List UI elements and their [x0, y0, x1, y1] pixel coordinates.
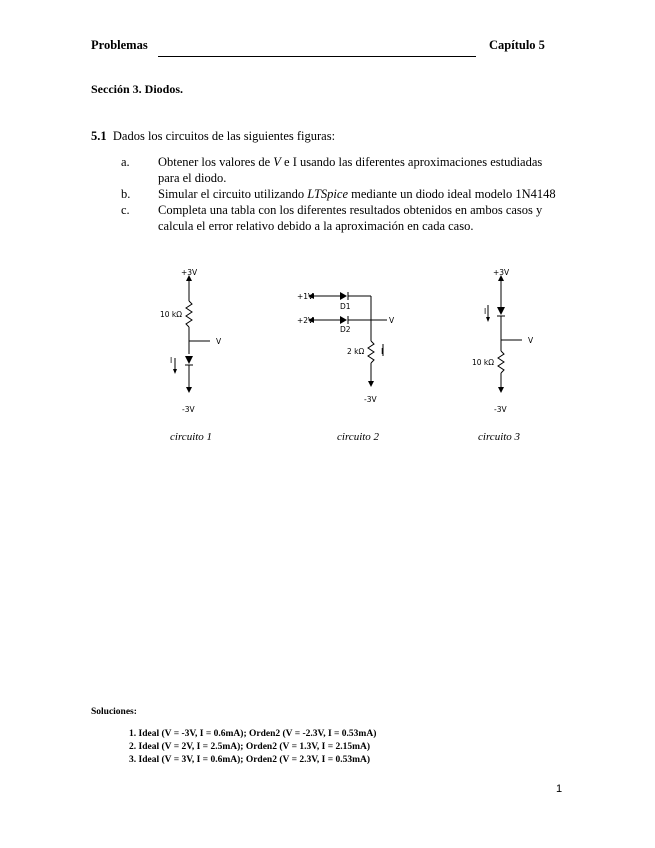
c1-node-label: V	[216, 337, 222, 346]
c2-resistor-label: 2 kΩ	[347, 347, 365, 356]
item-label: b.	[121, 187, 131, 201]
solution-line-1: 1. Ideal (V = -3V, I = 0.6mA); Orden2 (V = -2.3V, I = 0.53mA)	[129, 729, 377, 739]
c3-top-label: +3V	[493, 268, 510, 277]
header-left: Problemas	[91, 38, 148, 52]
c1-resistor-label: 10 kΩ	[160, 310, 183, 319]
problem-statement	[91, 129, 335, 144]
circuits-figure	[0, 255, 655, 455]
solutions-title: Soluciones:	[91, 707, 137, 717]
item-label: a.	[121, 155, 130, 169]
caption-circuit-3: circuito 3	[478, 431, 521, 443]
c2-in1-label: +1V	[297, 292, 314, 301]
item-text: Obtener los valores de V e I usando las diferentes aproximaciones estudiadas para el diodo.	[158, 155, 543, 185]
c2-d2-label: D2	[340, 325, 351, 334]
problem-text: Dados los circuitos de las siguientes figuras:	[112, 129, 336, 143]
c2-bottom-label: -3V	[364, 395, 377, 404]
item-text: Simular el circuito utilizando LTSpice mediante un diodo ideal modelo 1N4148	[158, 187, 556, 201]
caption-circuit-1: circuito 1	[170, 431, 213, 443]
solution-line-3: 3. Ideal (V = 3V, I = 0.6mA); Orden2 (V = 2.3V, I = 0.53mA)	[129, 755, 371, 765]
c1-top-label: +3V	[181, 268, 198, 277]
solution-line-2: 2. Ideal (V = 2V, I = 2.5mA); Orden2 (V = 1.3V, I = 2.15mA)	[129, 742, 371, 752]
item-text: Completa una tabla con los diferentes resultados obtenidos en ambos casos y calcula el error relativo debido a la aproximación en cada caso.	[158, 203, 543, 233]
c2-in2-label: +2V	[297, 316, 314, 325]
c2-node-label: V	[389, 316, 395, 325]
c2-d1-label: D1	[340, 302, 351, 311]
c1-bottom-label: -3V	[182, 405, 195, 414]
header-rule	[158, 56, 476, 57]
section-title: Sección 3. Diodos.	[91, 82, 184, 96]
c3-bottom-label: -3V	[494, 405, 507, 414]
c3-node-label: V	[528, 336, 534, 345]
page-number: 1	[556, 783, 563, 795]
item-label: c.	[121, 203, 130, 217]
problem-number: 5.1	[91, 129, 107, 143]
caption-circuit-2: circuito 2	[337, 431, 380, 443]
header-right: Capítulo 5	[489, 38, 545, 52]
c3-resistor-label: 10 kΩ	[472, 358, 495, 367]
c1-current-label: I	[170, 356, 173, 365]
c2-current-label: I	[381, 347, 384, 356]
c3-current-label: I	[484, 307, 487, 316]
